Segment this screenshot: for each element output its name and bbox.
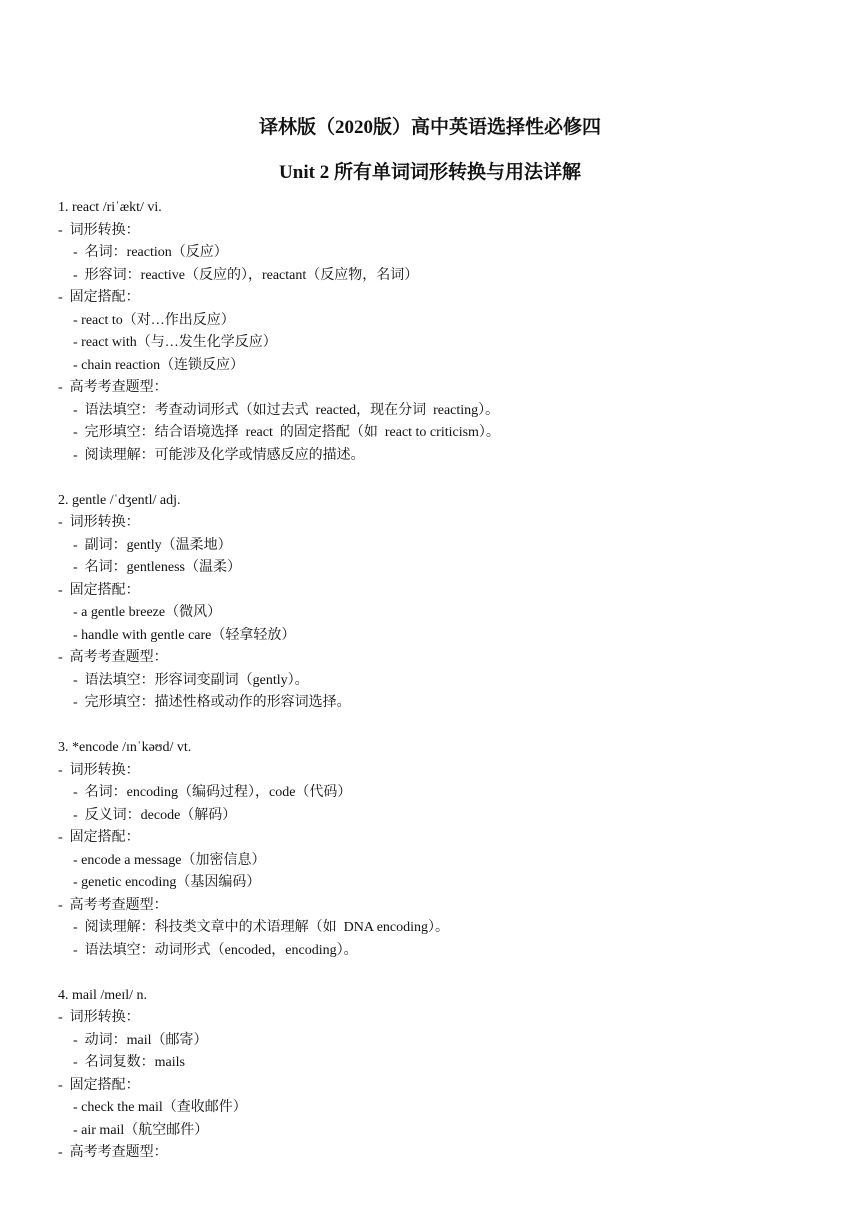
entry-line: - 副词：gently（温柔地） <box>66 537 232 553</box>
entry-line: - 形容词：reactive（反应的），reactant（反应物，名词） <box>66 267 419 283</box>
entry-line: - air mail（航空邮件） <box>66 1122 209 1138</box>
entry-line: - 名词复数：mails <box>66 1055 185 1070</box>
entry-line: - chain reaction（连锁反应） <box>66 357 245 373</box>
entry-line: - genetic encoding（基因编码） <box>66 875 261 890</box>
entry-line: - 高考考查题型： <box>58 1145 168 1160</box>
entry-line: - 名词：encoding（编码过程），code（代码） <box>66 785 352 800</box>
entry-line: - 固定搭配： <box>58 582 140 598</box>
entry-line: - 词形转换： <box>58 1010 140 1025</box>
entry-line: - react with（与…发生化学反应） <box>66 335 277 350</box>
entry-line: - 语法填空：形容词变副词（gently）。 <box>66 672 309 688</box>
entry-line: - 完形填空：结合语境选择 react 的固定搭配（如 react to criticism）。 <box>66 425 500 440</box>
entry-line: - 高考考查题型： <box>58 650 168 665</box>
vocabulary-entry <box>58 197 818 467</box>
entry-line: - 语法填空：动词形式（encoded，encoding）。 <box>66 942 358 958</box>
entry-line: - react to（对…作出反应） <box>66 312 235 328</box>
entry-headword: 3. *encode /ɪnˈkəʊd/ vt. <box>58 740 192 755</box>
entry-line: - 完形填空：描述性格或动作的形容词选择。 <box>66 695 351 710</box>
entry-line: - 词形转换： <box>58 515 140 530</box>
entry-line: - 名词：gentleness（温柔） <box>66 560 241 575</box>
entry-line: - 词形转换： <box>58 762 140 778</box>
entry-line: - a gentle breeze（微风） <box>66 605 222 620</box>
entry-line: - 动词：mail（邮寄） <box>66 1032 208 1048</box>
entry-line: - 固定搭配： <box>58 1077 140 1093</box>
entry-line: - 阅读理解：可能涉及化学或情感反应的描述。 <box>66 447 365 463</box>
document-title: 译林版（2020版）高中英语选择性必修四 <box>258 117 601 138</box>
entry-line: - 高考考查题型： <box>58 897 168 913</box>
entry-line: - handle with gentle care（轻拿轻放） <box>66 627 296 643</box>
entry-line: - 固定搭配： <box>58 290 140 305</box>
document-subtitle: Unit 2 所有单词词形转换与用法详解 <box>279 162 581 183</box>
entry-headword: 1. react /riˈækt/ vi. <box>58 200 162 215</box>
entry-headword: 2. gentle /ˈdʒentl/ adj. <box>58 492 181 508</box>
entry-line: - 阅读理解：科技类文章中的术语理解（如 DNA encoding）。 <box>66 920 450 935</box>
entry-line: - 高考考查题型： <box>58 380 168 395</box>
vocabulary-list <box>58 197 818 1187</box>
entry-headword: 4. mail /meɪl/ n. <box>58 987 148 1003</box>
vocabulary-entry <box>58 737 818 962</box>
entry-line: - 词形转换： <box>58 222 140 238</box>
entry-line: - check the mail（查收邮件） <box>66 1100 247 1115</box>
entry-line: - 反义词：decode（解码） <box>66 807 237 823</box>
entry-line: - 语法填空：考查动词形式（如过去式 reacted，现在分词 reacting）。 <box>66 402 500 418</box>
vocabulary-entry <box>58 490 818 715</box>
entry-line: - encode a message（加密信息） <box>66 852 266 868</box>
entry-line: - 固定搭配： <box>58 830 140 845</box>
vocabulary-entry <box>58 985 818 1165</box>
entry-line: - 名词：reaction（反应） <box>66 245 228 260</box>
